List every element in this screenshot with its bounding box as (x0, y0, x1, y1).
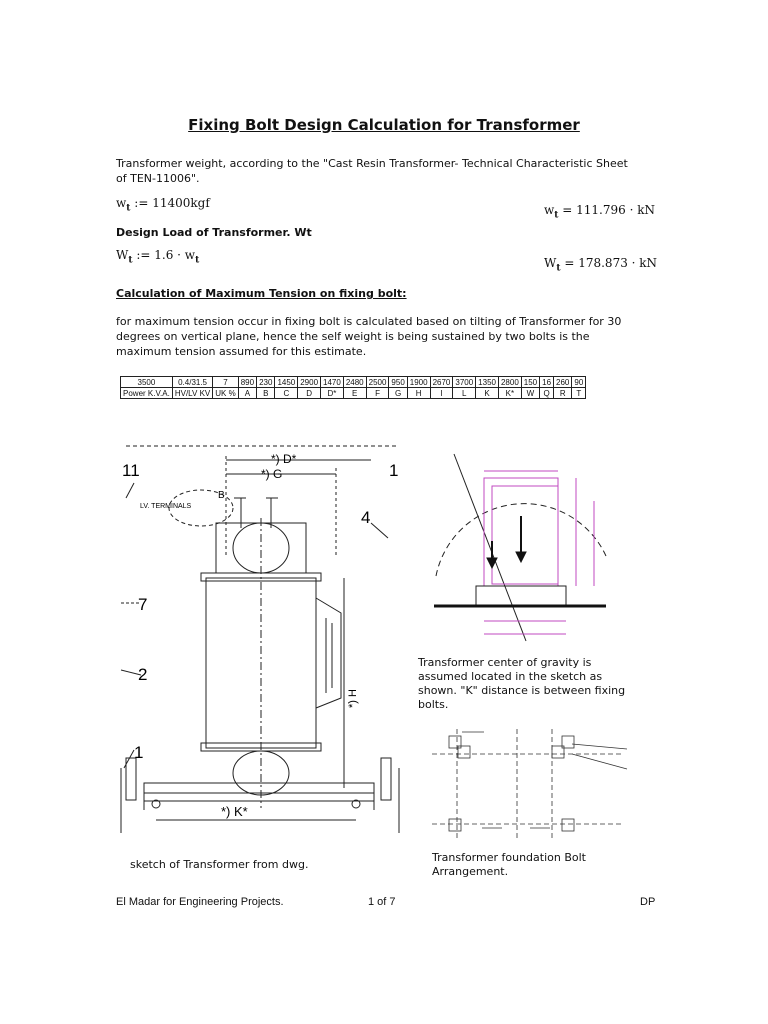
spec-header-cell: L (453, 388, 476, 399)
label-1-bottom: 1 (134, 743, 144, 762)
spec-value-cell: 1470 (321, 377, 344, 388)
page-title: Fixing Bolt Design Calculation for Transformer (188, 116, 580, 134)
foundation-bolt-diagram (422, 724, 638, 842)
footer-initials: DP (640, 896, 656, 908)
label-d-star: *) D* (271, 452, 297, 466)
spec-header-cell: W (521, 388, 539, 399)
design-load-definition: $W_t$ := $1.6 \cdot w_t$ (116, 248, 200, 266)
spec-value-cell: 2900 (298, 377, 321, 388)
spec-header-cell: C (275, 388, 298, 399)
spec-value-cell: 230 (257, 377, 275, 388)
spec-header-cell: A (238, 388, 256, 399)
caption-sketch: sketch of Transformer from dwg. (130, 858, 309, 871)
spec-header-cell: B (257, 388, 275, 399)
spec-header-cell: K* (498, 388, 521, 399)
spec-header-cell: E (343, 388, 366, 399)
spec-value-cell: 16 (540, 377, 554, 388)
spec-value-cell: 3700 (453, 377, 476, 388)
label-4: 4 (361, 508, 371, 527)
design-load-label: Design Load of Transformer. Wt (116, 226, 312, 239)
spec-value-cell: 0.4/31.5 (172, 377, 212, 388)
spec-header-cell: D (298, 388, 321, 399)
tension-paragraph: for maximum tension occur in fixing bolt is calculated based on tilting of Transformer for 30 degrees on vertical plane, hence the self weight is being sustained by two bolts is the maximum tension assumed for this estimate. (116, 315, 622, 358)
spec-header-cell: I (430, 388, 453, 399)
spec-header-cell: K (476, 388, 499, 399)
spec-header-cell: D* (321, 388, 344, 399)
label-1-top: 1 (389, 461, 399, 480)
spec-table-wrapper (120, 376, 632, 399)
label-b: B (218, 490, 225, 501)
spec-header-cell: R (554, 388, 572, 399)
label-g: *) G (261, 467, 283, 481)
section-heading: Calculation of Maximum Tension on fixing bolt: (116, 287, 407, 300)
spec-header-cell: H (407, 388, 430, 399)
spec-table (120, 376, 586, 399)
spec-header-cell: F (366, 388, 389, 399)
spec-value-cell: 2480 (343, 377, 366, 388)
spec-value-cell: 7 (213, 377, 238, 388)
spec-value-cell: 890 (238, 377, 256, 388)
spec-headers-row (121, 388, 586, 399)
weight-definition: $w_t$ := 11400kgf (116, 196, 210, 214)
spec-header-cell: HV/LV KV (172, 388, 212, 399)
base-block (476, 586, 566, 606)
label-11: 11 (122, 461, 140, 480)
spec-value-cell: 2800 (498, 377, 521, 388)
spec-header-cell: UK % (213, 388, 238, 399)
design-load-result: $W_t = 178.873$ · kN (544, 256, 658, 274)
caption-foundation: Transformer foundation Bolt Arrangement. (432, 851, 586, 878)
bottom-coil (233, 751, 289, 795)
footer-company: El Madar for Engineering Projects. (116, 896, 284, 908)
spec-value-cell: 260 (554, 377, 572, 388)
intro-paragraph: Transformer weight, according to the "Cast Resin Transformer- Technical Characteristic Sheet of TEN-11006". (116, 157, 628, 185)
spec-value-cell: 2670 (430, 377, 453, 388)
label-7: 7 (138, 595, 148, 614)
spec-values-row (121, 377, 586, 388)
spec-header-cell: G (389, 388, 407, 399)
spec-value-cell: 1900 (407, 377, 430, 388)
label-2: 2 (138, 665, 148, 684)
transformer-drawing (116, 438, 406, 833)
label-k-star: *) K* (221, 804, 248, 819)
cog-diagram (416, 446, 632, 646)
label-lv-terminals: LV. TERMINALS (140, 503, 192, 510)
spec-value-cell: 950 (389, 377, 407, 388)
label-h: *) H (347, 689, 359, 708)
base-rail-top (144, 783, 374, 793)
spec-value-cell: 1350 (476, 377, 499, 388)
caption-cog: Transformer center of gravity is assumed located in the sketch as shown. "K" distance is between fixing bolts. (418, 656, 626, 711)
spec-header-cell: Power K.V.A. (121, 388, 173, 399)
spec-header-cell: T (572, 388, 586, 399)
footer-page-number: 1 of 7 (368, 896, 396, 908)
tilt-axis-line (454, 454, 526, 641)
weight-result: $w_t = 111.796$ · kN (544, 203, 655, 221)
spec-value-cell: 2500 (366, 377, 389, 388)
spec-value-cell: 90 (572, 377, 586, 388)
spec-value-cell: 3500 (121, 377, 173, 388)
spec-value-cell: 150 (521, 377, 539, 388)
spec-value-cell: 1450 (275, 377, 298, 388)
spec-header-cell: Q (540, 388, 554, 399)
